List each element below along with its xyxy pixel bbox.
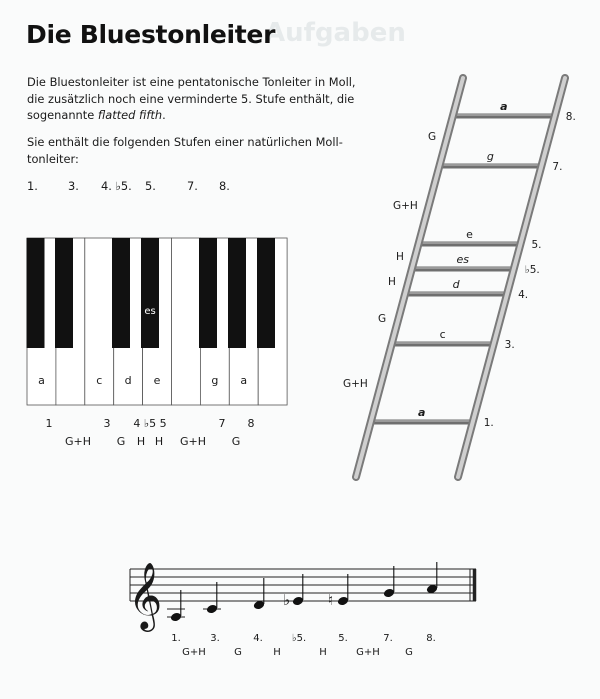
steps-intro-line: tonleiter: xyxy=(27,151,79,166)
staff-degree-label: 5. xyxy=(338,633,348,644)
white-key-note-label: g xyxy=(211,374,219,387)
staff-finger-label: G xyxy=(234,647,242,658)
staff-finger-label: H xyxy=(273,647,281,658)
page-title: Die Bluestonleiter xyxy=(26,20,276,49)
ladder-degree-label: 7. xyxy=(552,161,563,173)
ladder-finger-label: G xyxy=(378,313,387,325)
ladder-note-label: d xyxy=(452,278,460,291)
staff-degree-label: 3. xyxy=(210,633,220,644)
step-label: 7. xyxy=(187,179,198,193)
ladder-degree-label: 1. xyxy=(483,417,494,429)
ladder-finger-label: G+H xyxy=(343,378,368,390)
ladder-note-label: es xyxy=(456,253,470,266)
staff-finger-label: G xyxy=(405,647,413,658)
steps-intro-line: Sie enthält die folgenden Stufen einer natürlichen Moll- xyxy=(27,135,343,149)
black-key-note-label: es xyxy=(144,306,156,317)
piano-degree-number: 8 xyxy=(247,417,255,430)
white-key-note-label: d xyxy=(124,374,132,387)
flatted-fifth-term: flatted fifth xyxy=(97,108,163,122)
white-key-note-label: c xyxy=(96,374,103,387)
ladder-finger-label: G+H xyxy=(393,200,418,212)
staff-finger-label: H xyxy=(319,647,327,658)
step-label: 8. xyxy=(219,179,230,193)
intro-line: Die Bluestonleiter ist eine pentatonische Tonleiter in Moll, xyxy=(27,75,356,89)
staff-degree-label: 7. xyxy=(383,633,393,644)
ghost-heading: Aufgaben xyxy=(265,18,406,48)
ladder-note-label: g xyxy=(486,150,494,163)
staff-degree-label: ♭5. xyxy=(291,633,307,644)
ladder-finger-label: G xyxy=(428,131,437,143)
ladder-degree-label: 8. xyxy=(565,111,576,123)
step-label: 1. xyxy=(27,179,38,193)
piano-degree-number: 7 xyxy=(218,417,226,430)
staff-finger-label: G+H xyxy=(356,647,380,658)
piano-finger-label: G+H xyxy=(64,435,92,448)
piano-degree-number: 1 xyxy=(45,417,53,430)
step-label: 4. ♭5. xyxy=(101,179,132,193)
ladder-degree-label: 3. xyxy=(504,339,515,351)
staff-degree-label: 1. xyxy=(171,633,181,644)
intro-line: die zusätzlich noch eine verminderte 5. Stufe enthält, die xyxy=(27,91,355,106)
intro-text: . xyxy=(162,108,166,122)
ladder-degree-label: 4. xyxy=(518,289,529,301)
natural-icon: ♮ xyxy=(328,591,334,609)
piano-finger-label: G xyxy=(231,435,241,448)
ladder-note-label: a xyxy=(418,406,426,419)
flat-icon: ♭ xyxy=(283,591,291,609)
staff-degree-label: 4. xyxy=(253,633,263,644)
piano-degree-number: 4 ♭5 5 xyxy=(133,417,167,430)
white-key-note-label: a xyxy=(240,374,248,387)
ladder-note-label: c xyxy=(439,328,446,341)
white-key-note-label: e xyxy=(153,374,161,387)
ladder-finger-label: H xyxy=(396,251,404,263)
step-label: 3. xyxy=(68,179,79,193)
staff-finger-label: G+H xyxy=(182,647,206,658)
piano-finger-label: G+H xyxy=(179,435,207,448)
ladder-degree-label: 5. xyxy=(531,239,542,251)
ladder-finger-label: H xyxy=(388,276,396,288)
piano-degree-number: 3 xyxy=(103,417,111,430)
piano-finger-label: H xyxy=(136,435,146,448)
white-key-note-label: a xyxy=(38,374,45,387)
piano-finger-label: H xyxy=(154,435,164,448)
ladder-degree-label: ♭5. xyxy=(524,264,540,276)
piano-finger-label: G xyxy=(116,435,126,448)
treble-clef-icon: 𝄞 xyxy=(128,561,163,629)
step-label: 5. xyxy=(145,179,156,193)
ladder-note-label: a xyxy=(500,100,508,113)
staff-degree-label: 8. xyxy=(426,633,436,644)
ladder-note-label: e xyxy=(466,228,473,241)
intro-text: sogenannte xyxy=(27,108,98,122)
